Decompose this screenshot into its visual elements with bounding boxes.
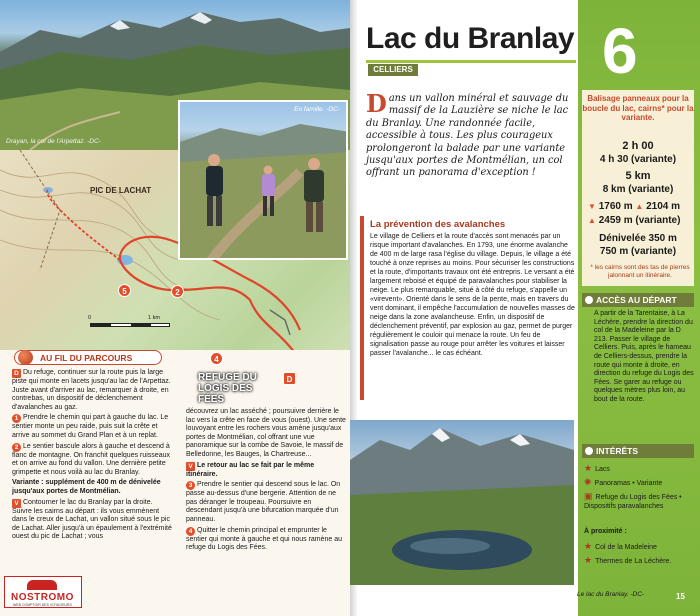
interests-bullet-icon — [585, 447, 593, 455]
max-altitude-icon: ▲ — [635, 202, 644, 211]
max-altitude-icon: ▲ — [588, 216, 596, 225]
altitude-max: 2104 m — [646, 201, 681, 212]
distance-main: 5 km — [625, 170, 651, 182]
step-paragraph: D Du refuge, continuer sur la route puis la large piste qui monte en lacets jusqu'au lac de l'Arpettaz. Juste avant d'arriver au lac, remarquer à droite, en contrebas, un dispositif de déclenchement d'avalanches au gaz. — [12, 369, 171, 411]
altitude-variant: 2459 m (variante) — [598, 215, 681, 226]
interest-item: ★ Lacs — [584, 463, 610, 473]
nostromo-logo — [4, 576, 82, 608]
step-marker: D — [12, 369, 21, 378]
access-section-header — [582, 293, 694, 307]
map-marker-start: D — [283, 372, 296, 385]
step-marker: 3 — [186, 481, 195, 490]
avalanche-accent-bar — [360, 216, 364, 400]
cairns-footnote: * les cairns sont des tas de pierres jalonnant un itinéraire. — [590, 264, 690, 279]
step-paragraph: V Contourner le lac du Branlay par la droite. Suivre les cairns au départ : ils vous emmènent dans le creux de Lachat, un vallon situé sous le pic de Lachat. Aller jusqu'à un épaulement à l'extrémité ouest du pic de Lachat ; vous — [12, 498, 172, 541]
page-title: Lac du Branlay — [366, 22, 575, 55]
map-label-pic-de-lachat: PIC DE LACHAT — [90, 186, 152, 195]
photo-credit: Drayan, la col de l'Arpettaz. -DC- — [6, 138, 101, 145]
panorama-icon: ✺ — [584, 477, 592, 487]
altitude-range — [588, 201, 680, 212]
access-text: A partir de la Tarentaise, à La Léchère, prendre la direction du col de la Madeleine par la D 213. Passer le village de Celliers. Puis, après le hameau de Celliers-dessus, prendre la route qui monte à droite, en direction du refuge du Logis des Fées. Se garer au refuge ou quelques mètres plus loin, au bout de la route. — [594, 310, 694, 403]
logo-name: NOSTROMO — [11, 592, 74, 603]
waymarking-info: Balisage panneaux pour la boucle du lac, cairns* pour la variante. — [582, 94, 694, 123]
step-marker: V — [12, 499, 21, 508]
step-marker: 1 — [12, 414, 21, 423]
page-number: 15 — [676, 592, 685, 601]
nearby-item: ★ Thermes de La Léchère. — [584, 555, 672, 565]
step-paragraph: 1 Prendre le chemin qui part à gauche du lac. Le sentier monte un peu raide, puis suit la crête et arrive au sommet du Grand Plan et à un replat. — [12, 414, 169, 439]
title-underline — [366, 60, 576, 63]
route-text-column-2 — [186, 408, 346, 555]
star-icon: ★ — [584, 555, 593, 565]
interests-section-title: INTÉRÊTS — [596, 446, 639, 456]
intro-dropcap: D — [366, 89, 387, 118]
nearby-label: À proximité : — [584, 528, 627, 535]
map-scale-km: 1 km — [148, 315, 160, 321]
refuge-icon: ▣ — [584, 491, 593, 501]
commune-badge: CELLIERS — [368, 64, 418, 76]
map-marker-5: 5 — [118, 284, 131, 297]
avalanche-title: La prévention des avalanches — [370, 219, 506, 230]
interests-section-header — [582, 444, 694, 458]
route-number: 6 — [602, 15, 638, 87]
map-scale-zero: 0 — [88, 315, 92, 321]
duration-variant: 4 h 30 (variante) — [599, 154, 677, 165]
intro-paragraph: Dans un vallon minéral et sauvage du massif de la Lauzière se niche le lac du Branlay. Une randonnée facile, accessible à tous. Les plus courageux prolongeront la balade par une variante jusqu'aux portes de Montmélian, un col offrant un panorama d'exception ! — [366, 89, 569, 179]
step-paragraph: découvrez un lac asséché ; poursuivre derrière le lac vers la crête en face de vous (ouest). Une sente louvoyant entre les rochers vous amène jusqu'aux portes de Montmélian, col offrant une vue panoramique sur la combe de Savoie, le massif de Belledonne, les Bauges, la Chartreuse... — [186, 408, 346, 458]
elevation-gain-variant: 750 m (variante) — [599, 246, 677, 257]
star-icon: ★ — [584, 541, 593, 551]
lake-photo — [350, 420, 574, 585]
hikers-photo-credit: En famille. -DC- — [294, 106, 340, 113]
refuge-label: REFUGE DU LOGIS DES FÉES — [198, 372, 257, 405]
section-bullet-icon — [18, 350, 33, 365]
avalanche-text: Le village de Celliers et la route d'accès sont menacés par un risque important d'avalanches. En 1793, une énorme avalanche de 400 m de large rasa l'église du village. Depuis, le village a été touché à onze reprises au moins. Pour sécuriser les constructions et la route, d'importants travaux ont été entrepris. Le versant a été largement reboisé et équipé de paravalanches pour stabiliser la neige. Le plus remarquable, situé à côté du refuge, s'appelle un «virevent». Orienté dans le sens de la pente, mais en travers du vent dominant, il empêche l'accumulation de nouvelles masses de neige dans la zone avalancheuse. Enfin, un dispositif de déclenchement préventif, par explosion au gaz, permet de purger régulièrement le couloir qui menace la route. Un feu de signalisation passe au rouge pour arrêter les voitures et laisser passer l'avalanche... le cas échéant. — [370, 233, 575, 357]
step-paragraph: 4 Quitter le chemin principal et emprunter le sentier qui monte à gauche et qui nous ramène au refuge du Logis des Fées. — [186, 526, 343, 552]
distance-variant: 8 km (variante) — [602, 184, 674, 195]
elevation-gain-main: Dénivelée 350 m — [599, 233, 677, 244]
step-paragraph: V Le retour au lac se fait par le même itinéraire. — [186, 461, 315, 478]
interest-item: ▣ Refuge du Logis des Fées • Dispositifs paravalanches — [584, 491, 682, 510]
step-marker: V — [186, 462, 195, 471]
logo-tagline: WEB COMPTOIR DES VOYAGEURS — [13, 603, 72, 607]
access-bullet-icon — [585, 296, 593, 304]
lake-photo-caption: Le lac du Branlay. -DC- — [577, 591, 645, 598]
interest-item: ✺ Panoramas • Variante — [584, 477, 663, 487]
step-marker: 2 — [12, 443, 21, 452]
access-section-title: ACCÈS AU DÉPART — [596, 295, 677, 305]
step-paragraph: 3 Prendre le sentier qui descend sous le lac. On passe au-dessus d'une bergerie. Attention de ne pas déranger le troupeau. Poursuivre en descendant jusqu'à une bifurcation marquée d'un panneau. — [186, 481, 341, 523]
map-scale-bar — [90, 323, 170, 327]
map-marker-4: 4 — [210, 352, 223, 365]
hikers-photo — [178, 100, 348, 260]
altitude-min: 1760 m — [598, 201, 633, 212]
min-altitude-icon: ▼ — [588, 202, 596, 211]
star-icon: ★ — [584, 463, 593, 473]
step-marker: 4 — [186, 527, 195, 536]
variant-note: Variante : supplément de 400 m de dénivelée jusqu'aux portes de Montmélian. — [12, 479, 161, 495]
nearby-item: ★ Col de la Madeleine — [584, 541, 657, 551]
logo-emblem — [27, 580, 57, 590]
duration-main: 2 h 00 — [622, 140, 654, 152]
route-text-column-1 — [12, 369, 172, 544]
step-paragraph: 2 Le sentier bascule alors à gauche et descend à flanc de montagne. On franchit quelques ruisseaux et on arrive au fond du vallon. Une dernière petite grimpette et nous voilà au lac du Branlay. — [12, 442, 170, 476]
map-marker-2: 2 — [171, 285, 184, 298]
section-title: AU FIL DU PARCOURS — [40, 353, 133, 363]
altitude-variant-line — [588, 215, 680, 226]
